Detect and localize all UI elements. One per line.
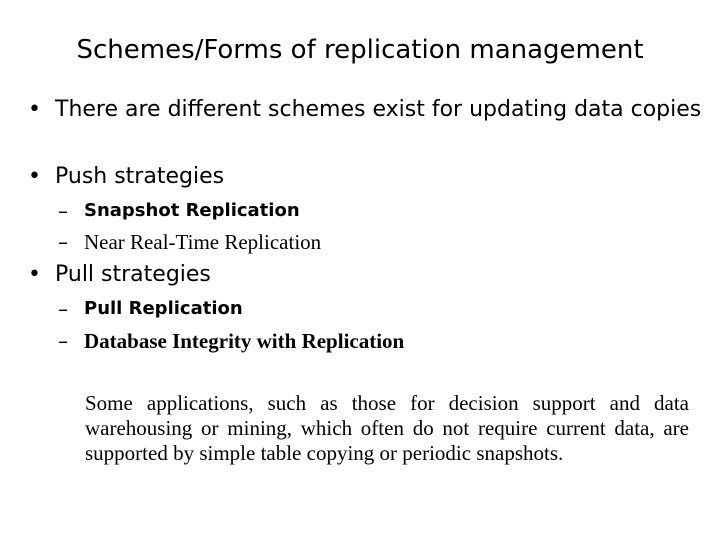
bullet-text: There are different schemes exist for updating data copies xyxy=(55,97,702,122)
dash-icon: – xyxy=(58,297,68,321)
bullet-dot-icon: • xyxy=(28,262,41,287)
dash-icon: – xyxy=(58,230,68,254)
dash-icon: – xyxy=(58,199,68,223)
bullet-text: Pull strategies xyxy=(55,262,211,287)
sub-item-text: Database Integrity with Replication xyxy=(84,329,405,353)
sub-item-text: Snapshot Replication xyxy=(84,200,300,221)
bullet-dot-icon: • xyxy=(28,97,41,122)
bullet-dot-icon: • xyxy=(28,164,41,189)
body-paragraph: Some applications, such as those for decision support and data warehousing or mining, which often do not require current data, are supported by simple table copying or periodic snapshots. xyxy=(85,391,689,465)
bullet-text: Push strategies xyxy=(55,164,225,189)
sub-item-text: Near Real-Time Replication xyxy=(84,230,322,254)
dash-icon: – xyxy=(58,329,68,353)
sub-item-text: Pull Replication xyxy=(84,298,243,319)
slide-title: Schemes/Forms of replication management xyxy=(76,35,644,65)
